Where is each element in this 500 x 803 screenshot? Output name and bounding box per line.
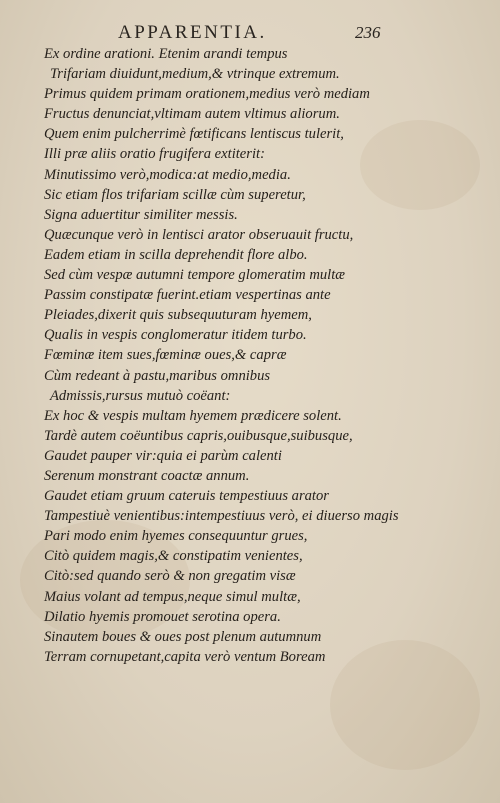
verse-line: Cùm redeant à pastu,maribus omnibus <box>44 367 271 384</box>
verse-line: Fœminæ item sues,fœminæ oues,& capræ <box>44 347 287 364</box>
verse-line: Illi præ aliis oratio frugifera extiterit: <box>44 146 265 163</box>
running-head <box>0 22 500 46</box>
verse-line: Citò quidem magis,& constipatim venientes, <box>44 548 303 565</box>
verse-line: Dilatio hyemis promouet serotina opera. <box>44 608 281 625</box>
verse-line: Maius volant ad tempus,neque simul multæ, <box>44 588 301 605</box>
verse-line: Admissis,rursus mutuò coëant: <box>50 387 231 404</box>
verse-line: Pari modo enim hyemes consequuntur grues, <box>44 528 308 545</box>
verse-line: Qualis in vespis conglomeratur itidem turbo. <box>44 327 307 344</box>
verse-line: Primus quidem primam orationem,medius verò mediam <box>44 86 370 103</box>
verse-line: Passim constipatæ fuerint.etiam vespertinas ante <box>44 287 331 304</box>
verse-line: Sic etiam flos trifariam scillæ cùm superetur, <box>44 186 306 203</box>
verse-line: Fructus denunciat,vltimam autem vltimus aliorum. <box>44 106 340 123</box>
verse-text <box>44 44 474 667</box>
verse-line: Quæcunque verò in lentisci arator obseruauit fructu, <box>44 226 354 243</box>
verse-line: Signa aduertitur similiter messis. <box>44 206 238 223</box>
verse-line: Ex ordine arationi. Etenim arandi tempus <box>44 46 288 62</box>
verse-line: Terram cornupetant,capita verò ventum Boream <box>44 648 326 665</box>
verse-line: Serenum monstrant coactæ annum. <box>44 467 250 484</box>
verse-line: Pleiades,dixerit quis subsequuturam hyemem, <box>44 307 312 324</box>
verse-line: Quem enim pulcherrimè fœtificans lentiscus tulerit, <box>44 126 344 143</box>
verse-line: Tardè autem coëuntibus capris,ouibusque,suibusque, <box>44 427 353 444</box>
verse-line: Citò:sed quando serò & non gregatim visæ <box>44 568 296 585</box>
verse-line: Sed cùm vespæ autumni tempore glomeratim multæ <box>44 267 346 284</box>
running-title: APPARENTIA. <box>118 22 267 43</box>
verse-line: Tampestiuè venientibus:intempestiuus verò, ei diuerso magis <box>44 508 399 525</box>
verse-line: Sinautem boues & oues post plenum autumnum <box>44 628 322 645</box>
verse-line: Gaudet etiam gruum cateruis tempestiuus arator <box>44 488 329 505</box>
page-number: 236 <box>355 23 381 42</box>
verse-line: Ex hoc & vespis multam hyemem prædicere solent. <box>44 407 342 424</box>
verse-line: Gaudet pauper vir:quia ei parùm calenti <box>44 447 282 464</box>
verse-line: Trifariam diuidunt,medium,& vtrinque extremum. <box>50 66 340 83</box>
verse-line: Minutissimo verò,modica:at medio,media. <box>44 166 291 183</box>
verse-line: Eadem etiam in scilla deprehendit flore albo. <box>44 246 308 263</box>
